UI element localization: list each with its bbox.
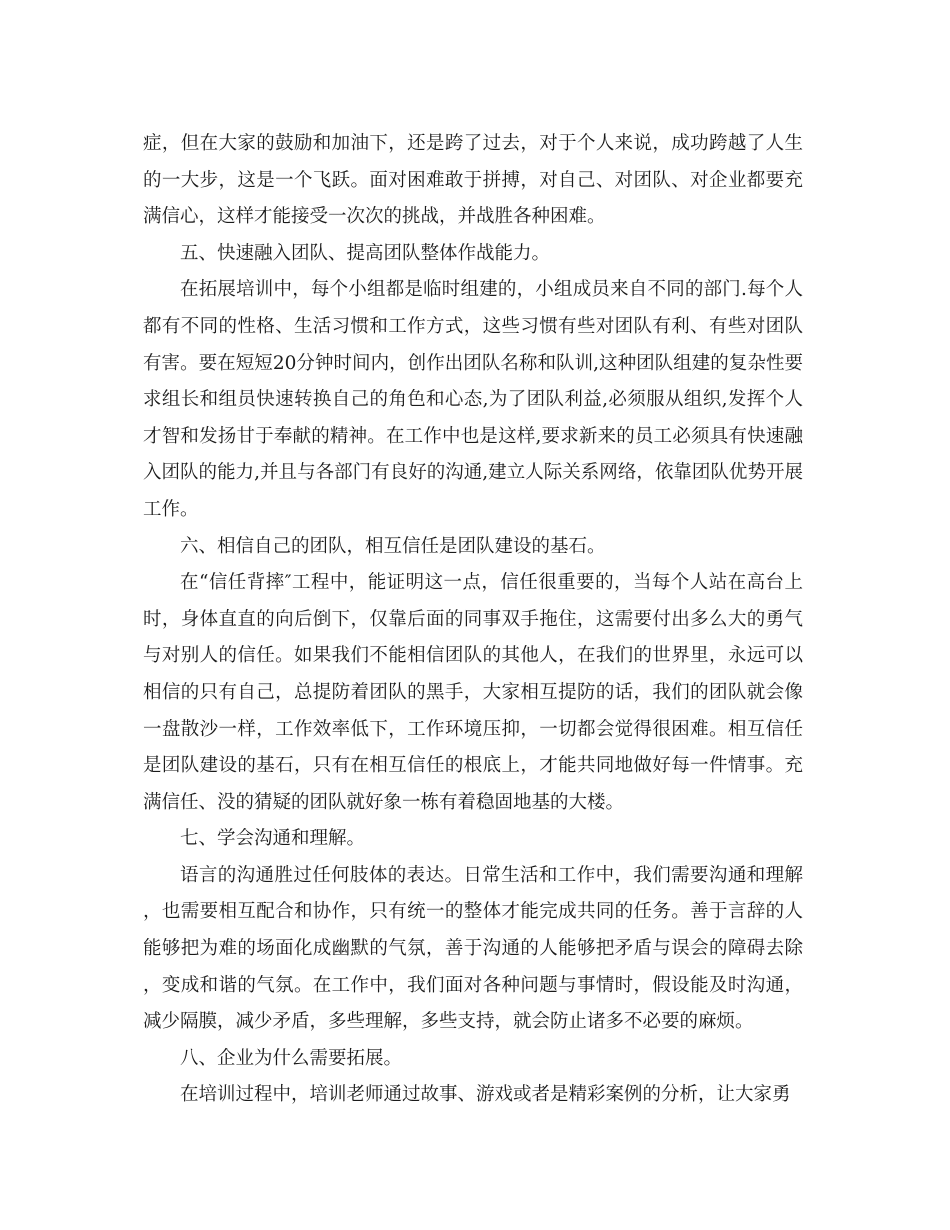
section-heading-7: 七、学会沟通和理解。 (180, 828, 366, 850)
paragraph-team-integration: 在拓展培训中，每个小组都是临时组建的，小组成员来自不同的部门.每个人都有不同的性格、生活习惯和工作方式，这些习惯有些对团队有利、有些对团队有害。要在短短20分钟时间内，创作出团队名称和队训,这种团队组建的复杂性要求组长和组员快速转换自己的角色和心态,为了团队利益,必须服从组织,发挥个人才智和发扬甘于奉献的精神。在工作中也是这样,要求新来的员工必须具有快速融入团队的能力,并且与各部门有良好的沟通,建立人际关系网络，依靠团队优势开展工作。 (143, 279, 803, 520)
paragraph-trust: 在“信任背摔″工程中，能证明这一点，信任很重要的，当每个人站在高台上时，身体直直的向后倒下，仅靠后面的同事双手拖住，这需要付出多么大的勇气与对别人的信任。如果我们不能相信团队的其他人，在我们的世界里，永远可以相信的只有自己，总提防着团队的黑手，大家相互提防的话，我们的团队就会像一盘散沙一样，工作效率低下，工作环境压抑，一切都会觉得很困难。相互信任是团队建设的基石，只有在相互信任的根底上，才能共同地做好每一件情事。充满信任、没的猜疑的团队就好象一栋有着稳固地基的大楼。 (143, 572, 803, 813)
document-body (143, 126, 803, 1114)
paragraph-continuation: 症，但在大家的鼓励和加油下，还是跨了过去，对于个人来说，成功跨越了人生的一大步，这是一个飞跃。面对困难敢于拼搏，对自己、对团队、对企业都要充满信心，这样才能接受一次次的挑战，并战胜各种困难。 (143, 133, 803, 228)
paragraph-communication: 语言的沟通胜过任何肢体的表达。日常生活和工作中，我们需要沟通和理解，也需要相互配合和协作，只有统一的整体才能完成共同的任务。善于言辞的人能够把为难的场面化成幽默的气氛，善于沟通的人能够把矛盾与误会的障碍去除，变成和谐的气氛。在工作中，我们面对各种问题与事情时，假设能及时沟通，减少隔膜，减少矛盾，多些理解，多些支持，就会防止诸多不必要的麻烦。 (143, 864, 803, 1033)
paragraph-training: 在培训过程中，培训老师通过故事、游戏或者是精彩案例的分析，让大家勇 (180, 1084, 791, 1106)
section-heading-5: 五、快速融入团队、提高团队整体作战能力。 (180, 242, 551, 264)
section-heading-6: 六、相信自己的团队，相互信任是团队建设的基石。 (180, 535, 606, 557)
section-heading-8: 八、企业为什么需要拓展。 (180, 1047, 403, 1069)
